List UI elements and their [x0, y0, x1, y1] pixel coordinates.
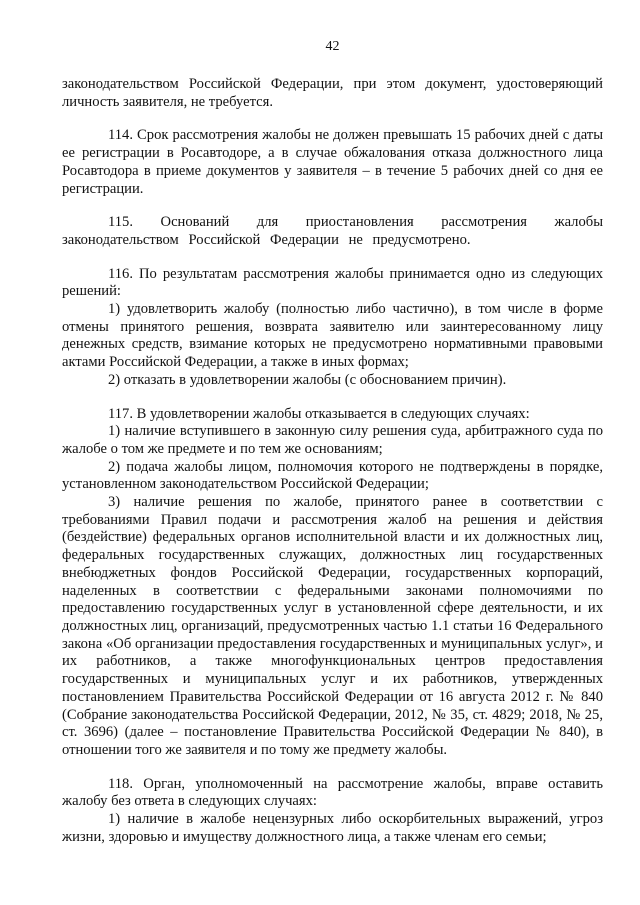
paragraph-117-item-2: 2) подача жалобы лицом, полномочия которого не подтверждены в порядке, установленном законодательством Российской Федерации;: [62, 458, 603, 493]
paragraph-117-item-1: 1) наличие вступившего в законную силу решения суда, арбитражного суда по жалобе о том же предмете и по тем же основаниям;: [62, 423, 603, 457]
paragraph-continuation: законодательством Российской Федерации, при этом документ, удостоверяющий личность заявителя, не требуется.: [62, 76, 603, 110]
paragraph-118: 118. Орган, уполномоченный на рассмотрение жалобы, вправе оставить жалобу без ответа в следующих случаях:: [62, 775, 603, 810]
paragraph-117: 117. В удовлетворении жалобы отказывается в следующих случаях:: [108, 405, 530, 422]
paragraph-116: 116. По результатам рассмотрения жалобы принимается одно из следующих решений:: [62, 265, 603, 300]
paragraph-114: 114. Срок рассмотрения жалобы не должен превышать 15 рабочих дней с даты ее регистрации в Росавтодоре, а в случае обжалования отказа должностного лица Росавтодора в приеме документов у заявителя – в течение 5 рабочих дней со дня ее регистрации.: [62, 127, 603, 197]
paragraph-116-item-2: 2) отказать в удовлетворении жалобы (с обоснованием причин).: [108, 371, 507, 388]
page-number: 42: [325, 39, 340, 54]
paragraph-118-item-1: 1) наличие в жалобе нецензурных либо оскорбительных выражений, угроз жизни, здоровью и имуществу должностного лица, а также членам его семьи;: [62, 811, 603, 845]
paragraph-115: 115. Оснований для приостановления рассмотрения жалобы законодательством Российской Федерации не предусмотрено.: [62, 214, 603, 248]
paragraph-117-item-3: 3) наличие решения по жалобе, принятого ранее в соответствии с требованиями Правил подачи и рассмотрения жалоб на решения и действия (бездействие) федеральных органов исполнительной власти и их должностных лиц, федеральных государственных служащих, должностных лиц государственных внебюджетных фондов Российской Федерации, государственных корпораций, наделенных в соответствии с федеральными законами полномочиями по предоставлению государственных услуг в установленной сфере деятельности, и их должностных лиц, организаций, предусмотренных частью 1.1 статьи 16 Федерального закона «Об организации предоставления государственных и муниципальных услуг», и их работников, а также многофункциональных центров предоставления государственных и муниципальных услуг и их работников, утвержденных постановлением Правительства Российской Федерации от 16 августа 2012 г. № 840 (Собрание законодательства Российской Федерации, 2012, № 35, ст. 4829; 2018, № 25, ст. 3696) (далее – постановление Правительства Российской Федерации № 840), в отношении того же заявителя и по тому же предмету жалобы.: [62, 494, 603, 758]
paragraph-116-item-1: 1) удовлетворить жалобу (полностью либо частично), в том числе в форме отмены принятого решения, возврата заявителю или заинтересованному лицу денежных средств, взимание которых не предусмотрено нормативными правовыми актами Российской Федерации, а также в иных формах;: [62, 301, 603, 371]
